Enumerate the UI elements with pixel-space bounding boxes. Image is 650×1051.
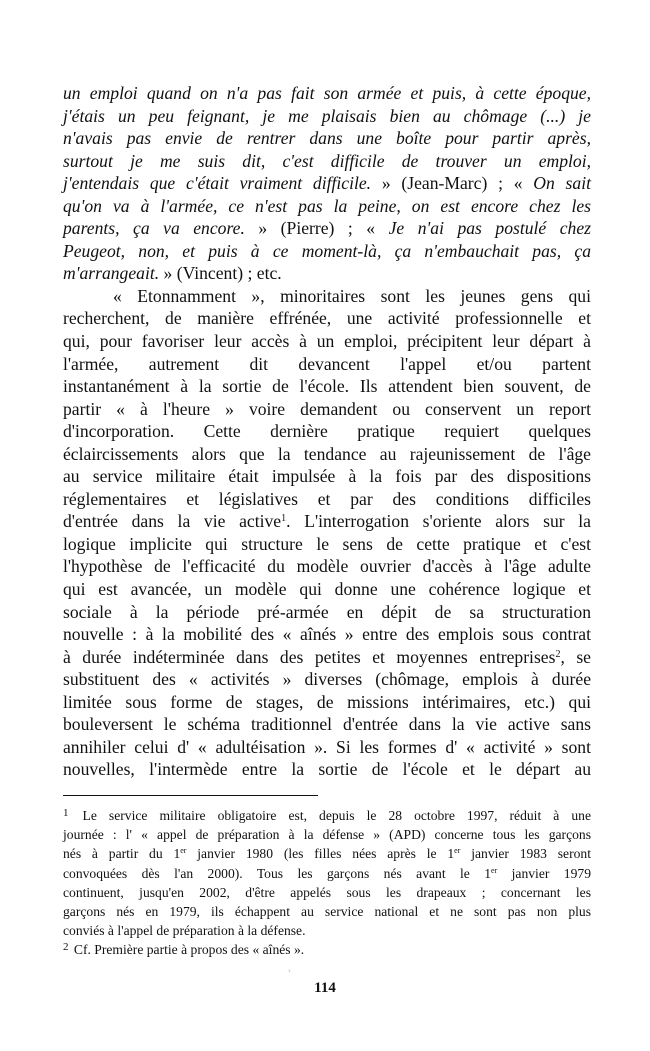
body-text	[63, 82, 591, 781]
text-run: partir « à l'heure » voire demandent ou conservent un report	[63, 398, 591, 419]
footnote-line	[63, 902, 591, 921]
text-run: janvier 1980 (les filles nées après le 1	[186, 846, 455, 862]
text-run: nouvelles, l'intermède entre la sortie de l'école et le départ au	[63, 759, 591, 780]
text-run: er	[491, 865, 498, 875]
text-run: recherchent, de manière effrénée, une activité professionnelle et	[63, 308, 591, 329]
body-line	[63, 172, 591, 195]
footnotes	[63, 806, 591, 960]
text-run: journée : l' « appel de préparation à la défense » (APD) concerne tous les garçons	[63, 827, 591, 843]
scan-artifact: ›	[288, 967, 291, 975]
text-run: qui, pour favoriser leur accès à un emploi, précipitent leur départ à	[63, 331, 591, 352]
body-line	[63, 353, 591, 376]
text-run: instantanément à la sortie de l'école. Ils attendent bien souvent, de	[63, 376, 591, 397]
text-run: er	[454, 846, 461, 856]
text-run: continuent, jusqu'en 2002, d'être appelés sous les drapeaux ; concernant les	[63, 884, 591, 900]
footnote-number: 2	[63, 941, 69, 954]
body-line	[63, 82, 591, 105]
footnote-line	[63, 825, 591, 844]
text-run: j'étais un peu feignant, je me plaisais bien au chômage (...) je	[63, 105, 591, 126]
footnote-line	[63, 806, 591, 825]
footnote-line	[63, 921, 591, 940]
text-run: limitée sous forme de stages, de missions intérimaires, etc.) qui	[63, 691, 591, 712]
text-run: m'arrangeait.	[63, 263, 164, 284]
footnote-separator	[63, 795, 318, 796]
text-run: qu'on va à l'armée, ce n'est pas la peine, on est encore chez les	[63, 195, 591, 216]
body-line	[63, 646, 591, 669]
text-run: un emploi quand on n'a pas fait son armée et puis, à cette époque,	[63, 83, 591, 103]
text-run: à durée indéterminée dans des petites et moyennes entreprises	[63, 646, 556, 667]
body-line	[63, 420, 591, 443]
text-run: » (Jean-Marc) ; «	[381, 173, 534, 194]
body-line	[63, 443, 591, 466]
footnote-reference: 2	[555, 648, 561, 660]
text-run: j'entendais que c'était vraiment difficile.	[63, 173, 382, 194]
text-run: logique implicite qui structure le sens de cette pratique et c'est	[63, 533, 591, 554]
body-line	[63, 195, 591, 218]
text-run: conviés à l'appel de préparation à la défense.	[63, 923, 306, 939]
text-run: annihiler celui d' « adultéisation ». Si les formes d' « activité » sont	[63, 736, 591, 757]
body-line	[63, 285, 591, 308]
body-line	[63, 623, 591, 646]
body-line	[63, 510, 591, 533]
page-number: 114	[314, 980, 336, 996]
text-run: substituent des « activités » diverses (chômage, emplois à durée	[63, 669, 591, 690]
text-run: sociale à la période pré-armée en dépit de sa structuration	[63, 601, 591, 622]
body-line	[63, 465, 591, 488]
text-run: n'avais pas envie de rentrer dans une boîte pour partir après,	[63, 128, 591, 149]
text-run: Le service militaire obligatoire est, depuis le 28 octobre 1997, réduit à une	[70, 808, 591, 823]
text-run: éclaircissements alors que la tendance au rajeunissement de l'âge	[63, 443, 591, 464]
text-run: janvier 1983 seront	[460, 846, 591, 862]
text-run: bouleversent le schéma traditionnel d'entrée dans la vie active sans	[63, 714, 591, 735]
text-run: janvier 1979	[497, 865, 591, 881]
body-line	[63, 375, 591, 398]
footnote-reference: 1	[281, 513, 287, 525]
text-run: er	[180, 846, 187, 856]
text-run: garçons nés en 1979, ils échappent au service national et ne sont pas non plus	[63, 903, 591, 919]
text-run: Je n'ai pas postulé chez	[388, 218, 591, 239]
footnote-line	[63, 883, 591, 902]
body-line	[63, 758, 591, 781]
body-line	[63, 555, 591, 578]
text-run: au service militaire était impulsée à la fois par des dispositions	[63, 466, 591, 487]
body-line	[63, 150, 591, 173]
body-line	[63, 736, 591, 759]
text-run: réglementaires et législatives et par des conditions difficiles	[63, 488, 591, 509]
footnote-line	[63, 864, 591, 883]
body-line	[63, 240, 591, 263]
text-run: d'entrée dans la vie active	[63, 511, 282, 532]
body-line	[63, 668, 591, 691]
text-run: nouvelle : à la mobilité des « aînés » entre des emplois sous contrat	[63, 624, 591, 645]
text-run: l'hypothèse de l'efficacité du modèle ouvrier d'accès à l'âge adulte	[63, 556, 591, 577]
text-run: Peugeot, non, et puis à ce moment-là, ça n'embauchait pas, ça	[63, 240, 591, 261]
text-run: On sait	[533, 173, 591, 194]
text-run: surtout je me suis dit, c'est difficile de trouver un emploi,	[63, 150, 591, 171]
body-line	[63, 127, 591, 150]
body-line	[63, 398, 591, 421]
text-run: nés à partir du 1	[63, 846, 181, 862]
body-line	[63, 330, 591, 353]
body-line	[63, 488, 591, 511]
body-line	[63, 601, 591, 624]
body-line	[63, 307, 591, 330]
body-line	[63, 691, 591, 714]
text-run: Cf. Première partie à propos des « aînés ».	[70, 942, 305, 958]
body-line	[63, 713, 591, 736]
footnote-number: 1	[63, 807, 69, 819]
body-line	[63, 578, 591, 601]
footnote-line	[63, 844, 591, 863]
text-run: parents, ça va encore.	[63, 218, 259, 239]
body-line	[63, 262, 591, 285]
footnote-line	[63, 940, 591, 959]
text-run: » (Pierre) ; «	[258, 218, 389, 239]
text-run: convoquées dès l'an 2000). Tous les garçons nés avant le 1	[63, 865, 492, 881]
body-line	[63, 533, 591, 556]
text-run: . L'interrogation s'oriente alors sur la	[286, 511, 591, 532]
body-line	[63, 105, 591, 128]
body-line	[63, 217, 591, 240]
text-run: » (Vincent) ; etc.	[163, 263, 282, 284]
text-run: qui est avancée, un modèle qui donne une cohérence logique et	[63, 579, 591, 600]
text-run: , se	[560, 646, 591, 667]
text-run: d'incorporation. Cette dernière pratique requiert quelques	[63, 421, 591, 442]
text-run: « Etonnamment », minoritaires sont les jeunes gens qui	[113, 285, 591, 306]
text-run: l'armée, autrement dit devancent l'appel et/ou partent	[63, 353, 591, 374]
